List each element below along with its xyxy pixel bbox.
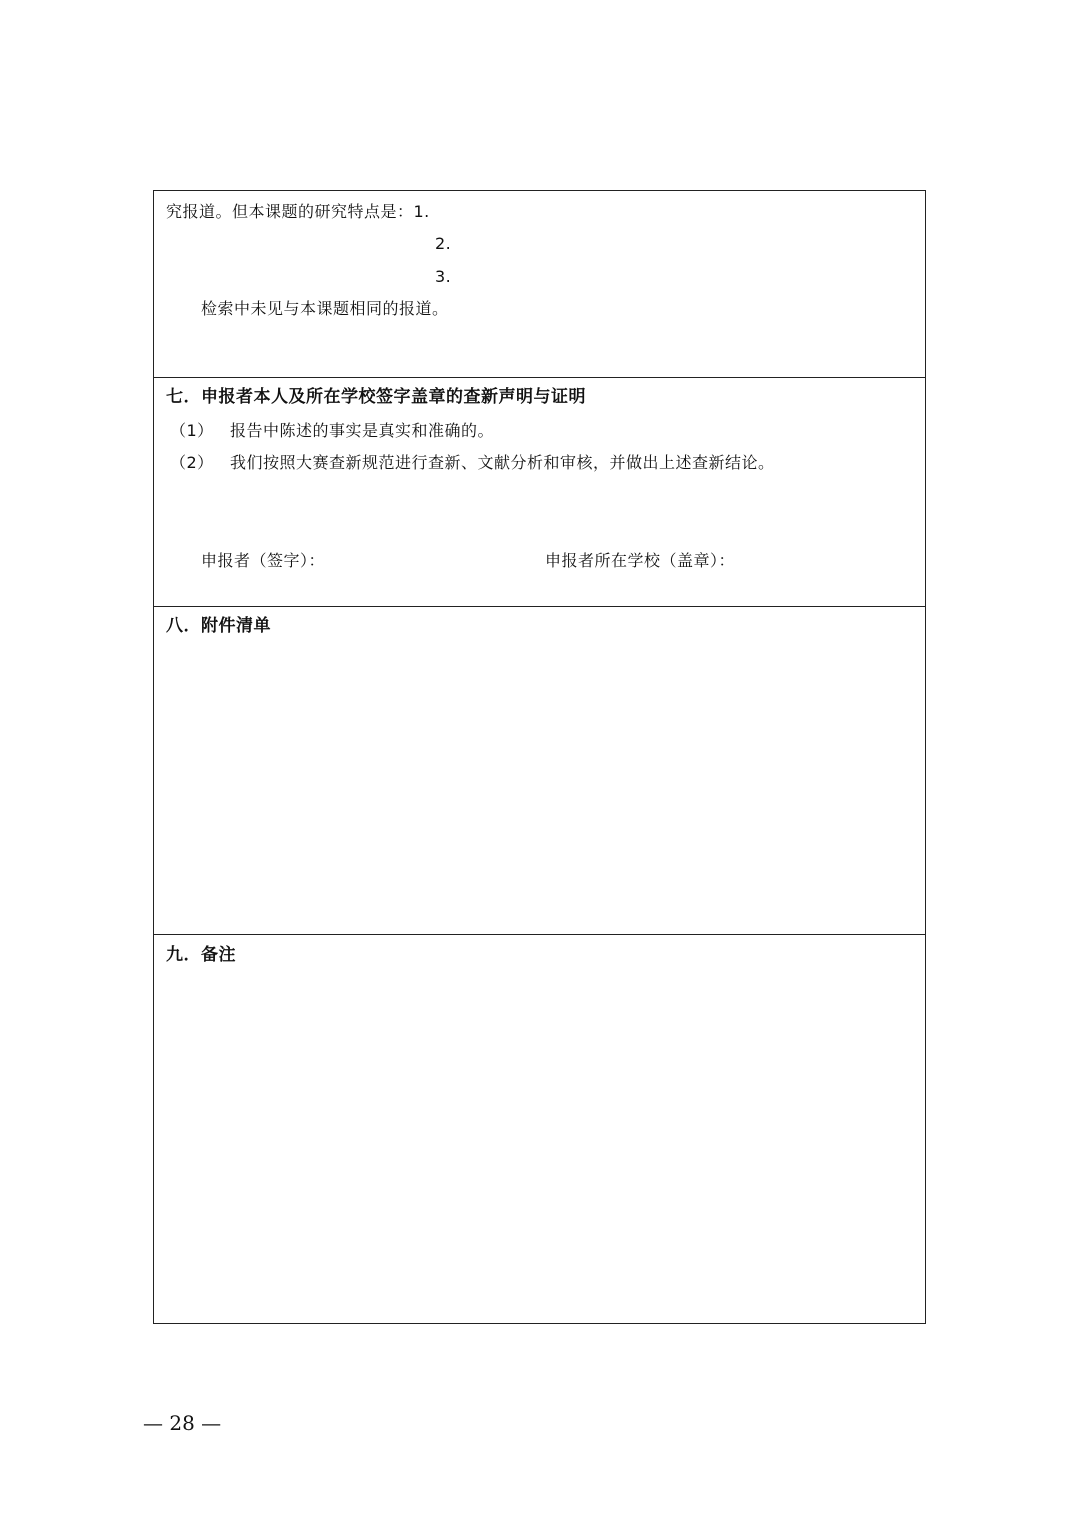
remarks-section bbox=[154, 934, 925, 1322]
declaration-item-1-text: 报告中陈述的事实是真实和准确的。 bbox=[230, 421, 495, 440]
research-features-continuation bbox=[154, 191, 925, 377]
declaration-section bbox=[154, 377, 925, 606]
attachments-heading: 八．附件清单 bbox=[166, 616, 271, 636]
declaration-heading: 七．申报者本人及所在学校签字盖章的查新声明与证明 bbox=[166, 387, 586, 407]
search-conclusion: 检索中未见与本课题相同的报道。 bbox=[201, 299, 449, 318]
page-number: — 28 — bbox=[143, 1411, 222, 1435]
applicant-signature-label: 申报者（签字）： bbox=[201, 551, 326, 570]
declaration-item-2-number: （2） bbox=[170, 453, 214, 472]
feature-item-2: 2. bbox=[435, 234, 452, 253]
feature-item-3: 3. bbox=[435, 267, 452, 286]
declaration-item-1-number: （1） bbox=[170, 421, 214, 440]
research-features-line: 究报道。但本课题的研究特点是：1. bbox=[166, 202, 430, 221]
remarks-heading: 九．备注 bbox=[166, 945, 236, 965]
school-seal-label: 申报者所在学校（盖章）： bbox=[545, 551, 736, 570]
attachments-section bbox=[154, 606, 925, 934]
declaration-item-2-text: 我们按照大赛查新规范进行查新、文献分析和审核，并做出上述查新结论。 bbox=[230, 453, 775, 472]
novelty-search-form-table bbox=[153, 190, 926, 1324]
